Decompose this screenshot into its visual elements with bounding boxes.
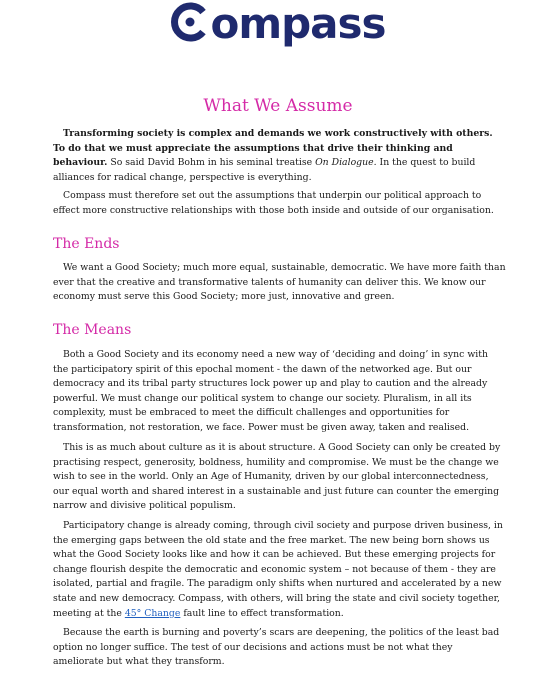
logo-text: ompass [210,0,386,48]
intro-bold-text: Transforming society is complex and demands we work constructively with others. To do that we must appreciate the assumptions that drive their thinking and behaviour. [53,128,493,169]
45-change-link[interactable]: 45° Change [124,607,181,619]
means-p3-text-b: fault line to effect transformation. [180,607,344,619]
ends-heading: The Ends [53,236,120,252]
intro-text-a: So said David Bohm in his seminal treatise [107,157,316,169]
intro-text-b: . In the quest to build alliances for radical change, perspective is everything. [53,157,476,183]
means-paragraph-4: Because the earth is burning and poverty’s scars are deepening, the politics of the least bad option no longer suffice. The test of our decisions and actions must be not what they ameliorate but what they transform. [53,627,500,668]
means-heading: The Means [53,322,132,338]
intro-italic-title: On Dialogue [315,157,374,169]
means-p3-text-a: Participatory change is already coming, through civil society and purpose driven business, in the emerging gaps between the old state and the free market. The new being born shows us what the Good Society looks like and how it can be achieved. But these emerging projects for change flourish despite the democratic and economic system – not because of them - they are isolated, partial and fragile. The paradigm only shifts when nurtured and accelerated by a new state and new democracy. Compass, with others, will bring the state and civil society together, meeting at the [53,520,503,619]
intro-paragraph [53,127,506,185]
ends-paragraph: We want a Good Society; much more equal, sustainable, democratic. We have more faith than ever that the creative and transformative talents of humanity can deliver this. We know our economy must serve this Good Society; more just, innovative and green. [53,262,506,303]
intro-paragraph-2: Compass must therefore set out the assumptions that underpin our political approach to effect more constructive relationships with those both inside and outside of our organisation. [53,190,494,216]
means-paragraph-2: This is as much about culture as it is about structure. A Good Society can only be created by practising respect, generosity, boldness, humility and compromise. We must be the change we wish to see in the world. Only an Age of Humanity, driven by our global interconnectedness, our equal worth and shared interest in a sustainable and just future can counter the emerging narrow and divisive political populism. [53,442,501,512]
compass-logo [0,0,556,48]
means-paragraph-1: Both a Good Society and its economy need a new way of ‘deciding and doing’ in sync with the participatory spirit of this epochal moment - the dawn of the networked age. But our democracy and its tribal party structures lock power up and play to caution and the already powerful. We must change our political system to change our society. Pluralism, in all its complexity, must be embraced to meet the difficult challenges and opportunities for transformation, not restoration, we face. Power must be given away, taken and realised. [53,349,488,433]
page-title: What We Assume [203,96,353,116]
means-paragraph-3 [53,519,506,621]
compass-c-icon [170,2,210,42]
